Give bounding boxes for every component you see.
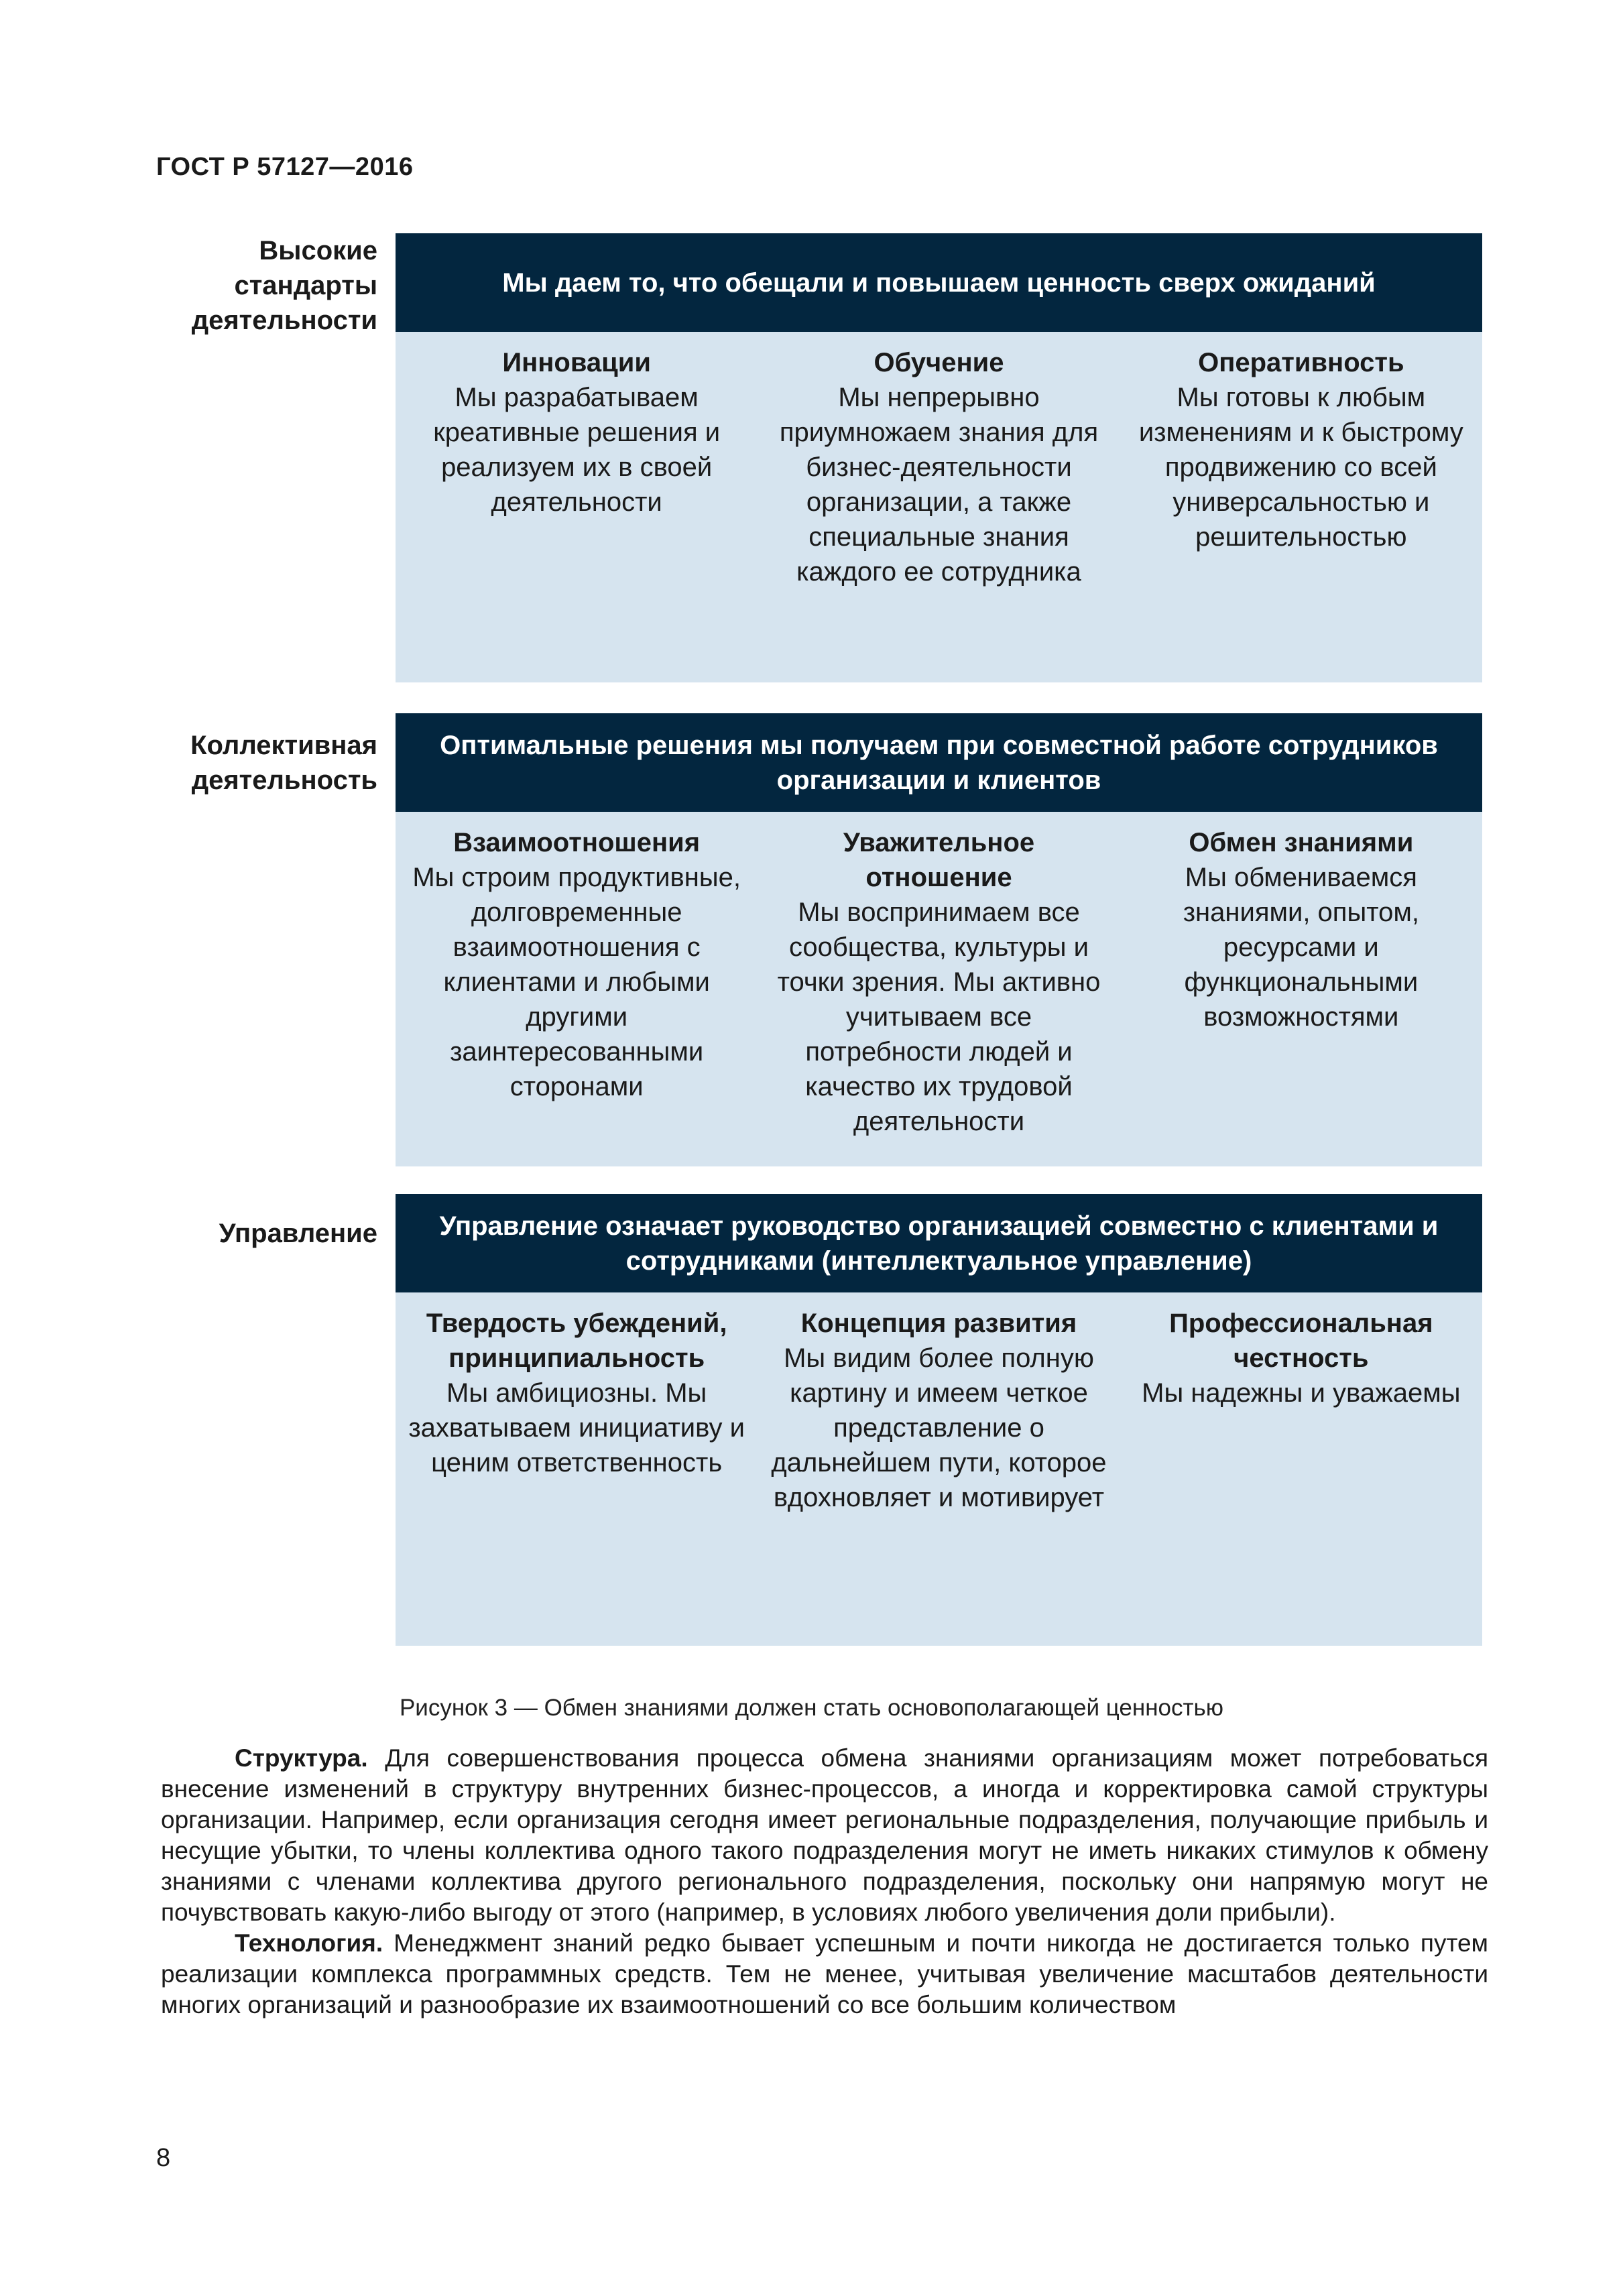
value-column	[1120, 1306, 1482, 1646]
body-text	[161, 1743, 1488, 2020]
paragraph-lead: Структура.	[235, 1744, 368, 1772]
section-heading: Оптимальные решения мы получаем при совместной работе сотрудников организации и клиентов	[396, 713, 1482, 812]
value-title: Взаимоотношения	[453, 828, 701, 857]
value-column	[758, 825, 1120, 1166]
value-title: Обмен знаниями	[1189, 828, 1414, 857]
value-column	[396, 1306, 758, 1646]
value-description: Мы обмениваемся знаниями, опытом, ресурсами и функциональными возможностями	[1183, 863, 1419, 1032]
value-description: Мы строим продуктивные, долговременные взаимоотношения с клиентами и любыми другими заинтересованными сторонами	[412, 863, 741, 1101]
values-section-collective	[156, 713, 1482, 1166]
paragraph-text: Для совершенствования процесса обмена знаниями организациям может потребоваться внесение изменений в структуру внутренних бизнес-процессов, а иногда и корректировка самой структуры организации. Например, если организация сегодня имеет региональные подразделения, получающие прибыль и несущие убытки, то члены коллектива одного такого подразделения могут не иметь никаких стимулов к обмену знаниями с членами коллектива другого регионального подразделения, поскольку они напрямую могут не почувствовать какую-либо выгоду от этого (например, в условиях любого увеличения доли прибыли).	[161, 1744, 1488, 1926]
paragraph-lead: Технология.	[235, 1929, 383, 1957]
page-number: 8	[156, 2144, 171, 2172]
value-title: Оперативность	[1198, 348, 1404, 377]
section-columns	[396, 812, 1482, 1166]
section-heading: Мы даем то, что обещали и повышаем ценность сверх ожиданий	[396, 233, 1482, 332]
value-title: Концепция развития	[800, 1309, 1077, 1338]
paragraph-text: Менеджмент знаний редко бывает успешным и почти никогда не достигается только путем реализации комплекса программных средств. Тем не менее, учитывая увеличение масштабов деятельности многих организаций и разнообразие их взаимоотношений со все большим количеством	[161, 1929, 1488, 2018]
section-heading: Управление означает руководство организацией совместно с клиентами и сотрудниками (интеллектуальное управление)	[396, 1194, 1482, 1292]
value-description: Мы амбициозны. Мы захватываем инициативу и ценим ответственность	[408, 1378, 745, 1477]
value-description: Мы непрерывно приумножаем знания для бизнес-деятельности организации, а также специальные знания каждого ее сотрудника	[779, 383, 1099, 587]
value-column	[1120, 345, 1482, 682]
section-label: Высокие стандарты деятельности	[191, 236, 377, 335]
value-description: Мы разрабатываем креативные решения и реализуем их в своей деятельности	[433, 383, 721, 517]
paragraph	[161, 1928, 1488, 2020]
value-description: Мы видим более полную картину и имеем четкое представление о дальнейшем пути, которое вдохновляет и мотивирует	[771, 1343, 1107, 1512]
section-label: Коллективная деятельность	[190, 731, 377, 795]
value-title: Обучение	[874, 348, 1004, 377]
section-label: Управление	[219, 1219, 377, 1248]
value-description: Мы надежны и уважаемы	[1142, 1378, 1461, 1408]
values-section-high-standards	[156, 233, 1482, 682]
values-section-management	[156, 1194, 1482, 1646]
value-description: Мы воспринимаем все сообщества, культуры и точки зрения. Мы активно учитываем все потребности людей и качество их трудовой деятельности	[777, 898, 1101, 1136]
value-title: Профессиональная честность	[1169, 1309, 1433, 1373]
figure-caption: Рисунок 3 — Обмен знаниями должен стать основополагающей ценностью	[399, 1695, 1224, 1721]
value-title: Инновации	[502, 348, 651, 377]
value-column	[758, 1306, 1120, 1646]
paragraph	[161, 1743, 1488, 1928]
value-column	[396, 345, 758, 682]
value-column	[1120, 825, 1482, 1166]
value-title: Твердость убеждений, принципиальность	[426, 1309, 727, 1373]
value-column	[396, 825, 758, 1166]
value-title: Уважительное отношение	[843, 828, 1035, 892]
value-description: Мы готовы к любым изменениям и к быстрому продвижению со всей универсальностью и решительностью	[1138, 383, 1463, 552]
section-columns	[396, 332, 1482, 682]
section-columns	[396, 1292, 1482, 1646]
document-standard-header: ГОСТ Р 57127—2016	[156, 153, 414, 181]
value-column	[758, 345, 1120, 682]
